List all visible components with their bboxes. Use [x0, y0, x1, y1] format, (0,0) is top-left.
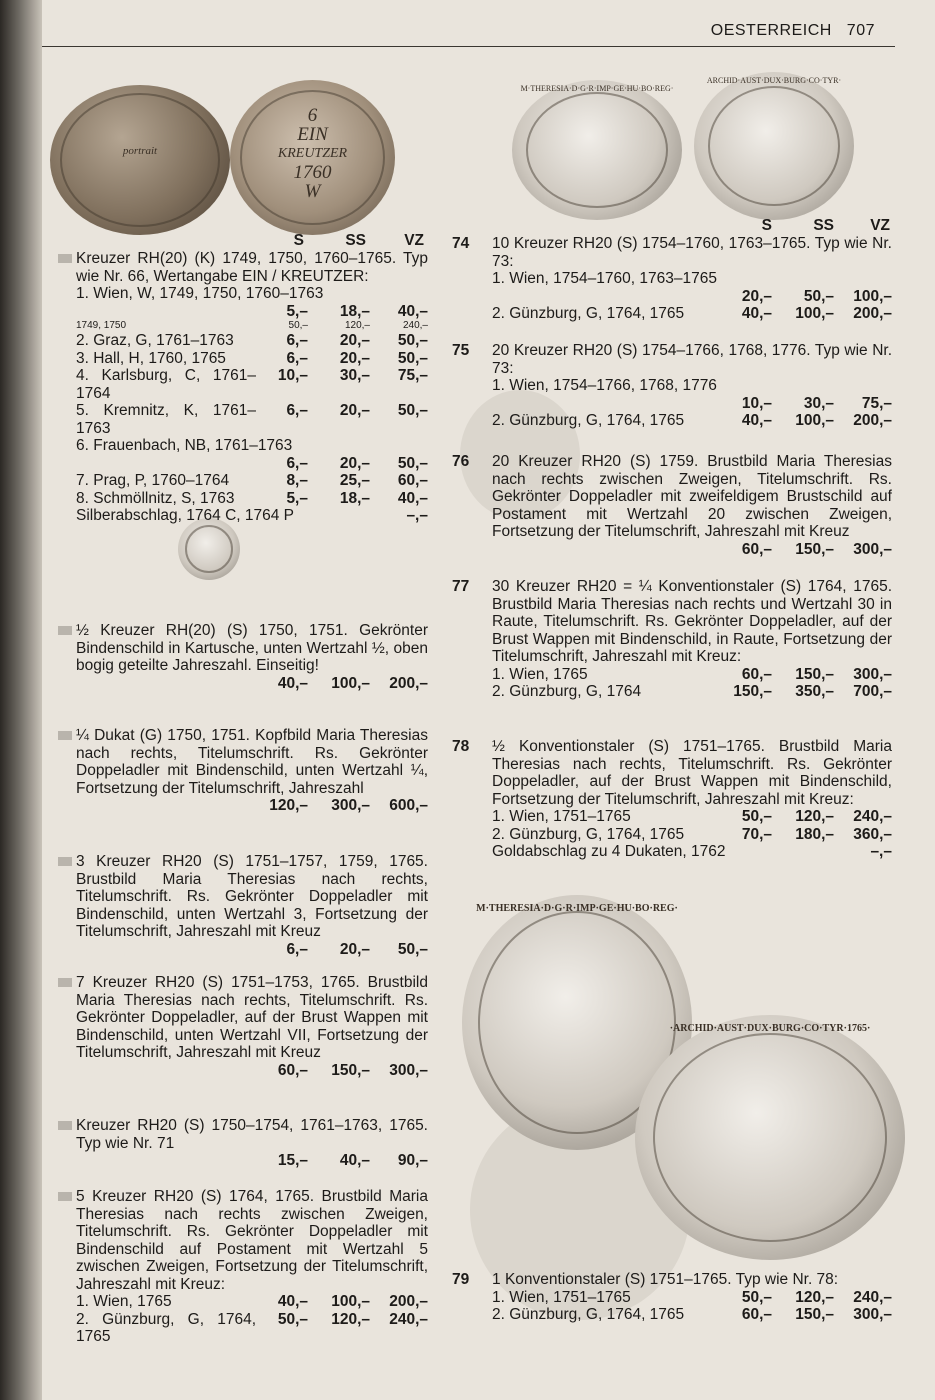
entry-number: 76 — [452, 453, 470, 470]
mint-line: 2. Günzburg, G, 1764, 1765 50,– 120,– 240,– — [76, 1310, 428, 1345]
catalog-entry-76 — [452, 453, 892, 558]
catalog-entry — [58, 1117, 428, 1170]
entry-line — [76, 1117, 428, 1152]
entry-description: Konventionstaler (S) 1751–1765. Brustbild Maria Theresias nach rechts, Titelumschrift. Rs. Gekrönter Doppeladler, auf der Brust Wappen mit Bindenschild, Fortsetzung der Titelumschrift, Jahreszahl mit Kreuz: — [492, 738, 892, 808]
coin-text-year: 1760 — [293, 162, 332, 183]
book-spine-shadow — [0, 0, 42, 1400]
coin-text-value: 6 — [307, 105, 318, 126]
mint-line: 2. Günzburg, G, 1764 150,– 350,– 700,– — [492, 683, 892, 700]
coin-legend: ARCHID·AUST·DUX·BURG·CO·TYR· — [706, 76, 842, 85]
catalog-entry — [58, 853, 428, 958]
col-s: S — [293, 232, 304, 249]
coin-text-ein: EIN — [297, 124, 328, 145]
entry-prices: 10,– 30,– 75,– — [741, 394, 892, 412]
entry-number: 78 — [452, 738, 470, 755]
catalog-entry — [58, 1188, 428, 1346]
coin-10-kreuzer-obverse — [512, 80, 682, 220]
mint-line: 2. Günzburg, G, 1764, 1765 40,– 100,– 200,– — [492, 412, 892, 429]
mint-line: 1. Wien, 1765 60,– 150,– 300,– — [492, 665, 892, 683]
section-title: OESTERREICH — [710, 22, 832, 39]
header-rule — [42, 46, 895, 47]
entry-description: ¼ Dukat (G) 1750, 1751. Kopfbild Maria Theresias nach rechts, Titelumschrift. Rs. Gekrönter Doppeladler mit Bindenschild, unten Wertzahl ¼, Fortsetzung der Titelumschrift, Jahreszahl — [76, 727, 428, 797]
mint-line: 8. Schmöllnitz, S, 1763 5,– 18,– 40,– — [76, 489, 428, 507]
mint-line: 2. Günzburg, G, 1764, 1765 70,– 180,– 360,– — [492, 825, 892, 843]
entry-mint-list — [76, 285, 428, 525]
mint-line: 1. Wien, 1765 40,– 100,– 200,– — [76, 1293, 428, 1310]
mint-line: 4. Karlsburg, C, 1761–1764 10,– 30,– 75,– — [76, 367, 428, 402]
catalog-entry-78 — [452, 738, 892, 861]
catalog-entry-77 — [452, 578, 892, 701]
entry-number: 77 — [452, 578, 470, 595]
entry-denomination: 30 — [492, 578, 510, 595]
coin-ein-kreutzer-reverse — [230, 80, 395, 235]
entry-number: 79 — [452, 1271, 470, 1288]
entry-denomination: 20 — [492, 342, 510, 359]
entry-description: Kreuzer RH20 (S) 1759. Brustbild Maria Theresias nach rechts zwischen Zweigen, Titelumschrift. Rs. Gekrönter Doppeladler mit zweifeldigem Brustschild auf Postament mit Wertzahl 20 zwischen Zweigen, Fortsetzung der Titelumschrift, Jahreszahl mit Kreuz — [492, 453, 892, 540]
catalog-entry — [58, 622, 428, 692]
catalog-entry-79 — [452, 1271, 892, 1324]
entry-description: 5 Kreuzer RH20 (S) 1764, 1765. Brustbild Maria Theresias nach rechts zwischen Zweigen, Titelumschrift. Rs. Gekrönter Doppeladler mit Bindenschild auf Postament mit Wertzahl 5 zwischen Zweigen, Fortsetzung der Titelumschrift, Jahreszahl mit Kreuz: — [76, 1188, 428, 1293]
mint-line: Silberabschlag, 1764 C, 1764 P –,– — [76, 507, 428, 524]
entry-description: Konventionstaler (S) 1751–1765. Typ wie Nr. 78: — [504, 1271, 839, 1288]
coin-legend: M·THERESIA·D·G·R·IMP·GE·HU·BO·REG· — [476, 903, 678, 914]
mint-line: 2. Graz, G, 1761–1763 6,– 20,– 50,– — [76, 332, 428, 349]
col-ss: SS — [813, 217, 834, 234]
entry-prices: 40,– 100,– 200,– — [277, 674, 428, 692]
entry-description: Kreuzer RH20 (S) 1754–1760, 1763–1765. Typ wie Nr. 73: — [492, 235, 892, 270]
mint-line: 5. Kremnitz, K, 1761–1763 6,– 20,– 50,– — [76, 402, 428, 437]
coin-portrait-obverse: portrait — [50, 85, 230, 235]
mint-line: 1. Wien, 1751–1765 50,– 120,– 240,– — [492, 808, 892, 825]
catalog-entry — [58, 974, 428, 1079]
mint-line: 3. Hall, H, 1760, 1765 6,– 20,– 50,– — [76, 349, 428, 367]
coin-legend: M·THERESIA·D·G·R·IMP·GE·HU·BO·REG· — [520, 84, 674, 93]
mint-line: 1. Wien, 1754–1760, 1763–1765 — [492, 270, 717, 287]
entry-prices: 6,– 20,– 50,– — [286, 940, 428, 958]
entry-denomination: ½ — [492, 738, 505, 755]
price-column-headers-left — [260, 232, 424, 250]
entry-description: Kreuzer RH20 = ¼ Konventionstaler (S) 1764, 1765. Brustbild Maria Theresias nach rechts und Wertzahl 30 in Raute, Titelumschrift. Rs. Gekrönter Doppeladler, auf der Brust Wappen mit Bindenschild, in Raute, Fortsetzung der Titelumschrift, Jahreszahl mit Kreuz: — [492, 578, 892, 665]
entry-prices: 20,– 50,– 100,– — [741, 287, 892, 305]
catalog-entry — [58, 250, 428, 525]
mint-line: 6,– 20,– 50,– — [286, 454, 428, 472]
coin-half-kreuzer — [178, 518, 240, 580]
entry-description: 3 Kreuzer RH20 (S) 1751–1757, 1759, 1765. Brustbild Maria Theresias nach rechts, Titelumschrift. Rs. Gekrönter Doppeladler mit Bindenschild, unten Wertzahl 3, Fortsetzung der Titelumschrift, Jahreszahl mit Kreuz — [76, 853, 428, 940]
page-number: 707 — [846, 22, 875, 39]
entry-denomination: 10 — [492, 235, 510, 252]
col-vz: VZ — [870, 217, 890, 234]
catalog-entry-74 — [452, 235, 892, 323]
entry-denomination: 1 — [492, 1271, 501, 1288]
page-header — [711, 22, 875, 40]
mint-line: 1. Wien, W, 1749, 1750, 1760–1763 — [76, 285, 324, 302]
coin-legend: ·ARCHID·AUST·DUX·BURG·CO·TYR·1765· — [669, 1023, 871, 1034]
entry-number: 74 — [452, 235, 470, 252]
entry-prices: 60,– 150,– 300,– — [277, 1061, 428, 1079]
mint-line: 2. Günzburg, G, 1764, 1765 40,– 100,– 200,– — [492, 305, 892, 322]
catalog-entry-75 — [452, 342, 892, 430]
col-ss: SS — [345, 232, 366, 249]
col-s: S — [761, 217, 772, 234]
coin-text-mint: W — [304, 181, 321, 202]
mint-line: 1749, 1750 50,– 120,– 240,– — [76, 320, 428, 331]
entry-prices: 15,– 40,– 90,– — [277, 1152, 428, 1169]
entry-number: 75 — [452, 342, 470, 359]
coin-text-kreutzer: KREUTZER — [277, 146, 348, 161]
entry-denomination: 20 — [492, 453, 510, 470]
mint-line: 6. Frauenbach, NB, 1761–1763 — [76, 437, 293, 454]
entry-prices: 120,– 300,– 600,– — [269, 797, 428, 814]
mint-line: 5,– 18,– 40,– — [286, 302, 428, 320]
entry-description: ½ Kreuzer RH(20) (S) 1750, 1751. Gekrönter Bindenschild in Kartusche, unten Wertzahl ½, oben bogig geteilte Jahreszahl. Einseitig! — [76, 622, 428, 674]
entry-description: Kreuzer RH(20) (K) 1749, 1750, 1760–1765. Typ wie Nr. 66, Wertangabe EIN / KREUTZER: — [76, 250, 428, 285]
coin-konventionstaler-reverse — [635, 1015, 905, 1260]
mint-line: 1. Wien, 1751–1765 50,– 120,– 240,– — [492, 1288, 892, 1306]
mint-line: Goldabschlag zu 4 Dukaten, 1762 –,– — [492, 843, 892, 860]
mint-line: 1. Wien, 1754–1766, 1768, 1776 — [492, 377, 717, 394]
col-vz: VZ — [404, 232, 424, 249]
entry-prices: 60,– 150,– 300,– — [741, 540, 892, 558]
mint-line: 7. Prag, P, 1760–1764 8,– 25,– 60,– — [76, 472, 428, 489]
price-column-headers-right — [720, 217, 890, 235]
mint-line: 2. Günzburg, G, 1764, 1765 60,– 150,– 300,– — [492, 1306, 892, 1323]
entry-description: 7 Kreuzer RH20 (S) 1751–1753, 1765. Brustbild Maria Theresias nach rechts, Titelumschrift. Rs. Gekrönter Doppeladler, auf der Brust Wappen mit Bindenschild, unten Wertzahl VII, Fortsetzung der Titelumschrift, Jahreszahl mit Kreuz — [76, 974, 428, 1061]
coin-10-kreuzer-reverse — [694, 72, 854, 220]
entry-description: Kreuzer RH20 (S) 1750–1754, 1761–1763, 1765. Typ wie Nr. 71 — [76, 1117, 428, 1152]
catalog-entry — [58, 727, 428, 815]
entry-description: Kreuzer RH20 (S) 1754–1766, 1768, 1776. Typ wie Nr. 73: — [492, 342, 893, 377]
